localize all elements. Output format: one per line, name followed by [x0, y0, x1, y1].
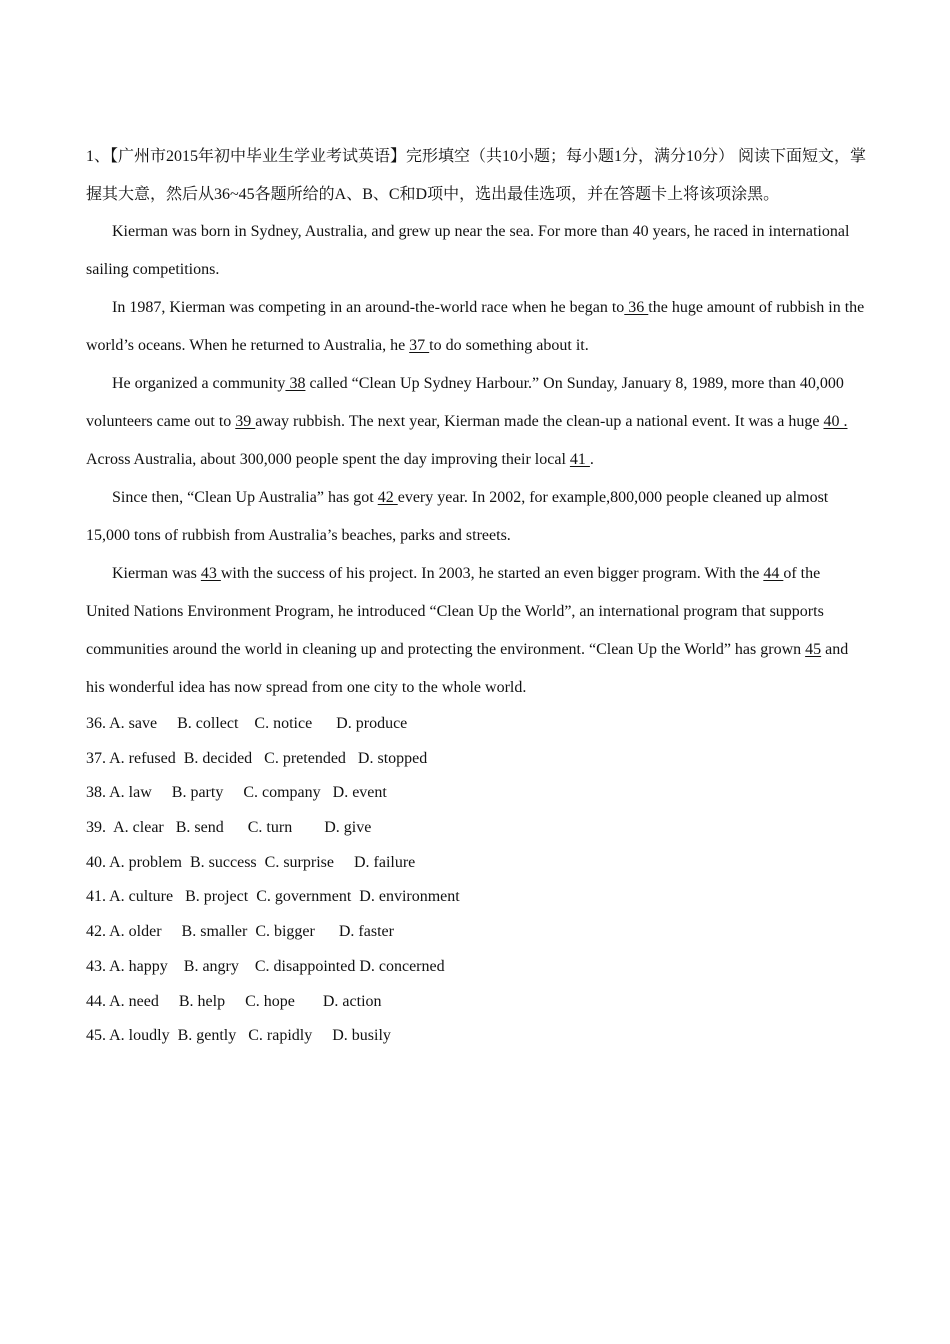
option-row-41: 41. A. culture B. project C. government D. environment: [86, 888, 460, 906]
exam-page: [86, 138, 866, 1054]
blank-40: 40 .: [823, 413, 848, 430]
passage-text: Since then, “Clean Up Australia” has got: [112, 489, 378, 506]
blank-45: 45: [805, 641, 822, 658]
option-row-38: 38. A. law B. party C. company D. event: [86, 784, 387, 802]
question-instructions: 1、【广州市2015年初中毕业生学业考试英语】完形填空（共10小题；每小题1分，满分10分） 阅读下面短文，掌握其大意，然后从36~45各题所给的A、B、C和D项中，选出最佳选项，并在答题卡上将该项涂黑。: [86, 148, 867, 203]
blank-36: 36: [624, 299, 649, 316]
passage-text: every year. In 2002, for example,800,000 people cleaned up almost 15,000 tons of rubbish from Australia’s beaches, parks and streets.: [86, 489, 829, 544]
option-row-37: 37. A. refused B. decided C. pretended D. stopped: [86, 749, 428, 767]
reading-passage: [86, 213, 866, 707]
blank-41: 41: [569, 451, 590, 468]
passage-text: of the United Nations Environment Program, he introduced “Clean Up the World”, an international program that supports communities around the world in cleaning up and protecting the environment. “Clean Up the World” has grown: [86, 565, 824, 658]
passage-text: Kierman was: [112, 565, 201, 582]
passage-paragraph-2: [86, 289, 866, 365]
blank-38: 38: [285, 375, 306, 392]
option-row-42: 42. A. older B. smaller C. bigger D. faster: [86, 923, 394, 941]
passage-text: with the success of his project. In 2003, he started an even bigger program. With the: [220, 565, 764, 582]
option-row-45: 45. A. loudly B. gently C. rapidly D. busily: [86, 1027, 391, 1045]
blank-43: 43: [200, 565, 221, 582]
passage-paragraph-1: Kierman was born in Sydney, Australia, and grew up near the sea. For more than 40 years, he raced in international sailing competitions.: [86, 223, 850, 278]
passage-text: away rubbish. The next year, Kierman made the clean-up a national event. It was a huge: [255, 413, 824, 430]
passage-text: Across Australia, about 300,000 people spent the day improving their local: [86, 451, 570, 468]
passage-text: In 1987, Kierman was competing in an around-the-world race when he began to: [112, 299, 625, 316]
answer-options: [86, 707, 866, 1054]
option-row-44: 44. A. need B. help C. hope D. action: [86, 992, 382, 1010]
passage-text: to do something about it.: [429, 337, 589, 354]
option-row-39: 39. A. clear B. send C. turn D. give: [86, 819, 372, 837]
blank-37: 37: [409, 337, 430, 354]
passage-text: the huge amount of rubbish in the world’s oceans. When he returned to Australia, he: [86, 299, 865, 354]
option-row-36: 36. A. save B. collect C. notice D. produce: [86, 715, 408, 732]
passage-text: and his wonderful idea has now spread from one city to the whole world.: [86, 641, 849, 696]
passage-text: .: [589, 451, 594, 468]
passage-paragraph-3: [86, 365, 866, 479]
blank-44: 44: [763, 565, 784, 582]
blank-42: 42: [377, 489, 398, 506]
blank-39: 39: [235, 413, 256, 430]
passage-paragraph-4: [86, 479, 866, 555]
option-row-40: 40. A. problem B. success C. surprise D. failure: [86, 853, 416, 871]
passage-text: called “Clean Up Sydney Harbour.” On Sunday, January 8, 1989, more than 40,000 volunteers came out to: [86, 375, 844, 430]
option-row-43: 43. A. happy B. angry C. disappointed D. concerned: [86, 957, 445, 975]
passage-paragraph-5: [86, 555, 866, 707]
passage-text: He organized a community: [112, 375, 286, 392]
